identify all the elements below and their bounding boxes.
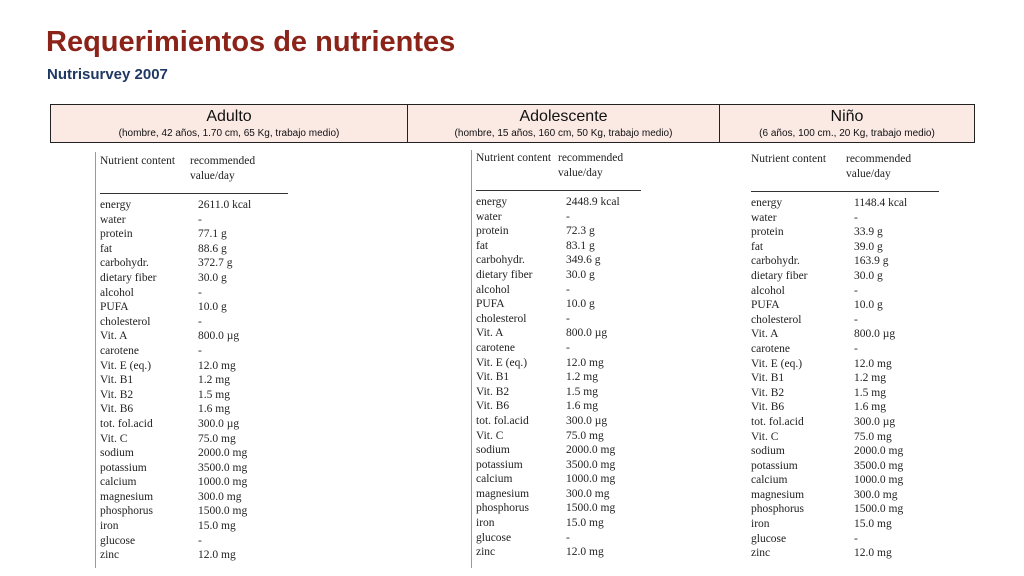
nutrient-row: [476, 312, 676, 327]
nutrient-name: sodium: [476, 444, 510, 457]
nutrient-value: 12.0 mg: [854, 357, 892, 370]
nutrient-name: energy: [100, 199, 132, 211]
nutrient-value: 1500.0 mg: [854, 503, 904, 516]
nutrient-value: -: [198, 315, 202, 328]
nutrient-value: 10.0 g: [566, 298, 595, 311]
nutrient-name: magnesium: [751, 488, 805, 501]
nutrient-row: [476, 210, 676, 225]
nutrient-row: [476, 283, 676, 298]
nutrient-name: Vit. E (eq.): [100, 359, 152, 372]
nutrient-name: Vit. B1: [476, 371, 510, 384]
nutrient-row: [100, 504, 300, 519]
nutrient-value: 2611.0 kcal: [198, 199, 252, 211]
nutrient-row: [751, 196, 951, 211]
nutrient-value: 349.6 g: [566, 254, 601, 267]
nutrient-name: protein: [476, 225, 509, 238]
nutrient-value: -: [198, 286, 202, 299]
nutrient-value: 1.5 mg: [854, 386, 886, 399]
nutrient-value: -: [198, 213, 202, 226]
nutrient-value: 2000.0 mg: [854, 445, 904, 458]
nutrient-row: [100, 534, 300, 549]
profile-name: Adolescente: [519, 108, 608, 125]
nutrient-value: 1500.0 mg: [198, 505, 248, 518]
nutrient-table-header: [100, 154, 300, 185]
nutrient-name: potassium: [476, 458, 523, 471]
nutrient-row: [751, 517, 951, 532]
nutrient-name: Vit. B6: [100, 403, 134, 416]
nutrient-name: phosphorus: [751, 503, 805, 516]
nutrient-row: [476, 443, 676, 458]
nutrient-value: 39.0 g: [854, 240, 883, 253]
nutrient-name: calcium: [100, 476, 137, 489]
nutrient-row: [100, 213, 300, 228]
nutrient-row: [100, 490, 300, 505]
nutrient-row: [100, 359, 300, 374]
nutrient-name: Vit. B2: [751, 386, 785, 399]
nutrient-row: [100, 198, 300, 213]
nutrient-name: Vit. B2: [100, 388, 134, 401]
nutrient-name: carotene: [476, 341, 515, 354]
nutrient-row: [100, 519, 300, 534]
nutrient-value: 12.0 mg: [566, 356, 604, 369]
nutrient-row: [476, 239, 676, 254]
nutrient-value: 1000.0 mg: [854, 474, 904, 487]
nutrient-row: [476, 253, 676, 268]
nutrient-name: calcium: [751, 474, 788, 487]
nutrient-row: [751, 313, 951, 328]
nutrient-value: 2000.0 mg: [198, 447, 248, 460]
nutrient-row: [476, 472, 676, 487]
nutrient-row: [751, 298, 951, 313]
nutrient-name: water: [751, 211, 777, 224]
nutrient-row: [476, 487, 676, 502]
nutrient-row: [476, 341, 676, 356]
nutrient-value: 1.5 mg: [566, 385, 598, 398]
nutrient-row: [751, 546, 951, 561]
nutrient-row: [476, 297, 676, 312]
nutrient-row: [476, 545, 676, 560]
nutrient-value: 1.5 mg: [198, 388, 230, 401]
nutrient-name: glucose: [100, 534, 136, 547]
nutrient-row: [100, 329, 300, 344]
nutrient-value: 75.0 mg: [566, 429, 604, 442]
nutrient-name: Vit. B6: [751, 401, 785, 414]
nutrient-value: -: [854, 284, 858, 297]
nutrient-value: 300.0 mg: [198, 490, 242, 503]
nutrient-row: [476, 399, 676, 414]
nutrient-name: glucose: [751, 532, 787, 545]
nutrient-row: [100, 344, 300, 359]
nutrient-value: 2000.0 mg: [566, 444, 616, 457]
nutrient-row: [100, 315, 300, 330]
nutrient-row: [100, 300, 300, 315]
nutrient-value: 300.0 µg: [566, 414, 608, 427]
nutrient-value: 300.0 mg: [566, 487, 610, 500]
nutrient-name: phosphorus: [476, 502, 530, 515]
nutrient-name: glucose: [476, 531, 512, 544]
nutrient-value: 800.0 µg: [198, 330, 240, 343]
nutrient-name: dietary fiber: [476, 268, 533, 281]
profile-description: (6 años, 100 cm., 20 Kg, trabajo medio): [759, 128, 935, 139]
nutrient-name: potassium: [751, 459, 798, 472]
nutrient-name: water: [476, 210, 502, 223]
nutrient-name: sodium: [751, 445, 785, 458]
nutrient-value: 300.0 mg: [854, 488, 898, 501]
nutrient-value: 15.0 mg: [566, 517, 604, 530]
nutrient-name: iron: [751, 518, 770, 531]
nutrient-name: protein: [100, 228, 133, 241]
scan-edge-line: [95, 152, 96, 568]
nutrient-row: [751, 284, 951, 299]
nutrient-name: protein: [751, 226, 784, 239]
nutrient-name: Vit. C: [100, 432, 128, 445]
nutrient-column-header: Nutrient content: [476, 152, 552, 164]
profile-name: Adulto: [206, 108, 252, 125]
nutrient-value: 3500.0 mg: [854, 459, 904, 472]
nutrient-table-header: [751, 152, 951, 183]
nutrient-row: [751, 342, 951, 357]
nutrient-name: Vit. B1: [100, 374, 134, 387]
nutrient-value: 1.6 mg: [854, 401, 886, 414]
nutrient-row: [476, 370, 676, 385]
nutrient-row: [751, 502, 951, 517]
nutrient-name: tot. fol.acid: [100, 417, 153, 430]
nutrient-table-header: [476, 151, 676, 182]
nutrient-row: [751, 240, 951, 255]
nutrient-name: cholesterol: [100, 315, 151, 328]
nutrient-name: carotene: [100, 344, 139, 357]
nutrient-name: zinc: [751, 547, 771, 560]
nutrient-row: [751, 415, 951, 430]
header-rule: [751, 191, 939, 192]
nutrient-name: carotene: [751, 342, 790, 355]
profile-description: (hombre, 15 años, 160 cm, 50 Kg, trabajo medio): [454, 128, 673, 139]
nutrient-row: [100, 256, 300, 271]
nutrient-row: [751, 225, 951, 240]
nutrient-value: -: [198, 534, 202, 547]
nutrient-table-adolescente: [476, 151, 676, 560]
nutrient-row: [751, 488, 951, 503]
nutrient-value: 800.0 µg: [854, 328, 896, 341]
nutrient-row: [476, 516, 676, 531]
nutrient-value: 1500.0 mg: [566, 502, 616, 515]
profile-name: Niño: [830, 108, 864, 125]
nutrient-name: Vit. C: [751, 430, 779, 443]
slide-subtitle: Nutrisurvey 2007: [47, 66, 168, 83]
nutrient-name: fat: [100, 242, 113, 255]
nutrient-row: [476, 429, 676, 444]
nutrient-value: -: [566, 312, 570, 325]
nutrient-row: [100, 446, 300, 461]
nutrient-name: iron: [100, 520, 119, 533]
nutrient-value: -: [854, 313, 858, 326]
nutrient-name: Vit. B6: [476, 400, 510, 413]
nutrient-row: [476, 356, 676, 371]
nutrient-value: 2448.9 kcal: [566, 196, 620, 208]
nutrient-name: Vit. E (eq.): [751, 357, 803, 370]
nutrient-value: 1000.0 mg: [198, 476, 248, 489]
nutrient-name: magnesium: [100, 490, 154, 503]
profile-cell-adolescente: [408, 105, 720, 143]
nutrient-name: carbohydr.: [476, 254, 525, 267]
nutrient-value: -: [198, 344, 202, 357]
nutrient-row: [476, 268, 676, 283]
nutrient-name: sodium: [100, 447, 134, 460]
nutrient-row: [476, 224, 676, 239]
nutrient-row: [751, 400, 951, 415]
nutrient-name: carbohydr.: [100, 257, 149, 270]
nutrient-value: 800.0 µg: [566, 327, 608, 340]
nutrient-value: -: [854, 532, 858, 545]
nutrient-name: phosphorus: [100, 505, 154, 518]
nutrient-value: 75.0 mg: [854, 430, 892, 443]
nutrient-row: [100, 242, 300, 257]
nutrient-row: [476, 531, 676, 546]
nutrient-name: PUFA: [476, 298, 505, 311]
nutrient-name: potassium: [100, 461, 147, 474]
nutrient-value: 72.3 g: [566, 225, 595, 238]
nutrient-name: magnesium: [476, 487, 530, 500]
nutrient-row: [100, 402, 300, 417]
nutrient-value: 1.2 mg: [566, 371, 598, 384]
nutrient-value: 300.0 µg: [854, 415, 896, 428]
nutrient-value: 15.0 mg: [854, 518, 892, 531]
nutrient-row: [476, 501, 676, 516]
nutrient-value: -: [854, 342, 858, 355]
nutrient-value: 12.0 mg: [198, 359, 236, 372]
nutrient-row: [751, 532, 951, 547]
nutrient-column-header: Nutrient content: [100, 155, 176, 167]
nutrient-row: [751, 386, 951, 401]
nutrient-value: 1.6 mg: [198, 403, 230, 416]
nutrient-value: 372.7 g: [198, 257, 233, 270]
nutrient-row: [100, 432, 300, 447]
nutrient-name: tot. fol.acid: [751, 415, 804, 428]
nutrient-row: [751, 473, 951, 488]
scan-edge-line: [471, 150, 472, 568]
nutrient-value: 3500.0 mg: [198, 461, 248, 474]
nutrient-name: Vit. C: [476, 429, 504, 442]
nutrient-value: 1.2 mg: [198, 374, 230, 387]
nutrient-value: -: [566, 210, 570, 223]
nutrient-name: fat: [476, 239, 489, 252]
nutrient-value: 3500.0 mg: [566, 458, 616, 471]
nutrient-row: [100, 227, 300, 242]
nutrient-value: 12.0 mg: [854, 547, 892, 560]
nutrient-value: 12.0 mg: [198, 549, 236, 562]
nutrient-column-header: Nutrient content: [751, 153, 827, 165]
nutrient-value: 1000.0 mg: [566, 473, 616, 486]
nutrient-value: 163.9 g: [854, 255, 889, 268]
nutrient-name: cholesterol: [751, 313, 802, 326]
profile-description: (hombre, 42 años, 1.70 cm, 65 Kg, trabajo medio): [118, 128, 340, 139]
nutrient-row: [751, 254, 951, 269]
nutrient-value: 1.6 mg: [566, 400, 598, 413]
nutrient-name: Vit. A: [100, 330, 128, 343]
nutrient-row: [751, 269, 951, 284]
header-rule: [100, 193, 288, 194]
nutrient-row: [100, 373, 300, 388]
nutrient-value: 83.1 g: [566, 239, 595, 252]
nutrient-row: [100, 286, 300, 301]
nutrient-row: [476, 326, 676, 341]
nutrient-name: PUFA: [100, 301, 129, 314]
nutrient-table-nino: [751, 152, 951, 561]
nutrient-row: [751, 459, 951, 474]
nutrient-value: 10.0 g: [198, 301, 227, 314]
nutrient-name: water: [100, 213, 126, 226]
header-rule: [476, 190, 641, 191]
nutrient-value: -: [566, 531, 570, 544]
value-column-header: recommended value/day: [846, 153, 912, 180]
nutrient-value: -: [854, 211, 858, 224]
nutrient-value: 33.9 g: [854, 226, 883, 239]
nutrient-name: iron: [476, 517, 495, 530]
nutrient-table-adulto: [100, 154, 300, 563]
nutrient-name: Vit. B1: [751, 372, 785, 385]
profile-header-table: [50, 104, 975, 143]
nutrient-value: 15.0 mg: [198, 520, 236, 533]
nutrient-name: alcohol: [751, 284, 785, 297]
nutrient-name: dietary fiber: [100, 271, 157, 284]
nutrient-name: carbohydr.: [751, 255, 800, 268]
nutrient-name: dietary fiber: [751, 269, 808, 282]
nutrient-value: 88.6 g: [198, 242, 227, 255]
nutrient-row: [476, 385, 676, 400]
nutrient-name: Vit. B2: [476, 385, 510, 398]
nutrient-name: alcohol: [100, 286, 134, 299]
nutrient-row: [476, 195, 676, 210]
nutrient-name: tot. fol.acid: [476, 414, 529, 427]
nutrient-name: zinc: [476, 546, 496, 559]
nutrient-value: 300.0 µg: [198, 417, 240, 430]
nutrient-value: 75.0 mg: [198, 432, 236, 445]
slide-title: Requerimientos de nutrientes: [46, 26, 456, 58]
nutrient-row: [751, 430, 951, 445]
nutrient-name: alcohol: [476, 283, 510, 296]
nutrient-row: [476, 414, 676, 429]
value-column-header: recommended value/day: [190, 155, 256, 182]
value-column-header: recommended value/day: [558, 152, 624, 179]
nutrient-row: [476, 458, 676, 473]
nutrient-row: [100, 271, 300, 286]
nutrient-value: 30.0 g: [566, 268, 595, 281]
nutrient-name: calcium: [476, 473, 513, 486]
nutrient-row: [100, 417, 300, 432]
nutrient-name: Vit. E (eq.): [476, 356, 528, 369]
nutrient-row: [100, 461, 300, 476]
nutrient-value: 12.0 mg: [566, 546, 604, 559]
nutrient-value: 1.2 mg: [854, 372, 886, 385]
nutrient-name: fat: [751, 240, 764, 253]
nutrient-name: PUFA: [751, 299, 780, 312]
nutrient-name: Vit. A: [751, 328, 779, 341]
nutrient-row: [100, 388, 300, 403]
nutrient-row: [100, 548, 300, 563]
nutrient-name: energy: [751, 197, 783, 209]
nutrient-value: 30.0 g: [854, 269, 883, 282]
nutrient-name: energy: [476, 196, 508, 208]
nutrient-row: [751, 444, 951, 459]
nutrient-name: cholesterol: [476, 312, 527, 325]
nutrient-value: 30.0 g: [198, 271, 227, 284]
nutrient-row: [751, 371, 951, 386]
nutrient-row: [751, 357, 951, 372]
profile-cell-adulto: [51, 105, 408, 143]
profile-header-row: [51, 105, 975, 143]
nutrient-row: [751, 327, 951, 342]
nutrient-value: -: [566, 283, 570, 296]
nutrient-value: 1148.4 kcal: [854, 197, 908, 209]
nutrient-row: [751, 211, 951, 226]
nutrient-value: 10.0 g: [854, 299, 883, 312]
nutrient-row: [100, 475, 300, 490]
nutrient-name: zinc: [100, 549, 120, 562]
nutrient-name: Vit. A: [476, 327, 504, 340]
nutrient-value: -: [566, 341, 570, 354]
nutrient-value: 77.1 g: [198, 228, 227, 241]
profile-cell-nino: [720, 105, 975, 143]
